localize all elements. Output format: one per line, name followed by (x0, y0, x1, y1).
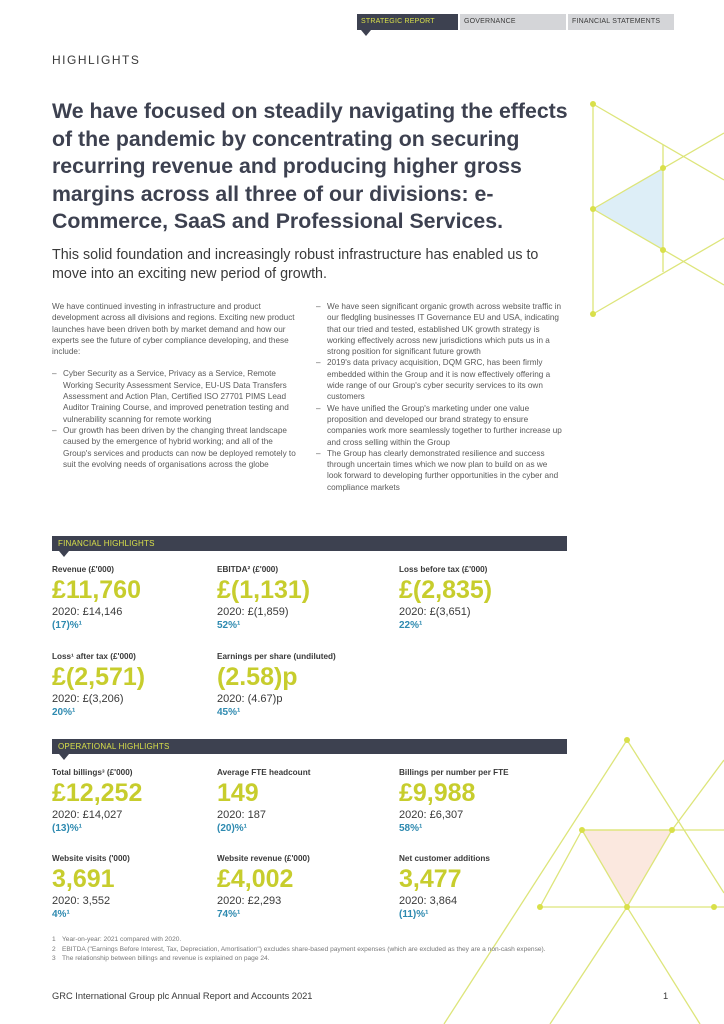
metric-total-billings (52, 768, 222, 835)
metric-label: Loss¹ after tax (£'000) (52, 652, 136, 661)
intro-paragraph: We have continued investing in infrastructure and product development across all divisions and regions. Exciting new product launches have been driven both by market demand and how our experts see the future of cyber compliance developing, and these include: (52, 302, 295, 357)
operational-highlights-bar (52, 739, 567, 754)
list-item: – 2019's data privacy acquisition, DQM GRC, has been firmly embedded within the Group and it is now effectively offering a wide range of our Group's cyber security services to its own customers (316, 357, 564, 402)
metric-change: 45%¹ (217, 707, 241, 718)
metric-prior: 2020: £6,307 (399, 809, 464, 821)
page-subhead: This solid foundation and increasingly robust infrastructure has enabled us to move into an exciting new period of growth. (52, 247, 539, 282)
metric-value: £11,760 (52, 576, 141, 604)
footnote-number: 3 (52, 955, 56, 962)
metric-change: 74%¹ (217, 909, 241, 920)
tab-financial-statements[interactable]: FINANCIAL STATEMENTS (568, 14, 674, 30)
metric-value: 149 (217, 779, 259, 807)
metric-billings-per-fte (399, 768, 569, 835)
body-column-left (52, 301, 302, 470)
footer-report-title: GRC International Group plc Annual Report and Accounts 2021 (52, 991, 313, 1001)
section-nav (357, 14, 674, 30)
page-headline: We have focused on steadily navigating the effects of the pandemic by concentrating on securing recurring revenue and producing higher gross margins across all three of our divisions: e-Commerce, SaaS and Professional Services. (52, 99, 568, 233)
metric-value: £9,988 (399, 779, 476, 807)
section-title: HIGHLIGHTS (52, 53, 141, 67)
metric-fte-headcount (217, 768, 387, 835)
footnote-number: 2 (52, 945, 56, 953)
metric-change: 4%¹ (52, 909, 70, 920)
metric-loss-before-tax (399, 565, 569, 632)
metric-prior: 2020: 187 (217, 809, 266, 821)
metric-prior: 2020: £14,146 (52, 606, 123, 618)
footnote (52, 954, 562, 964)
metric-prior: 2020: 3,552 (52, 895, 111, 907)
footnote-text: EBITDA ("Earnings Before Interest, Tax, Depreciation, Amortisation") excludes share-based payment expenses (which are excluded as they are a non-cash expense). (62, 945, 546, 953)
metric-label: Website revenue (£'000) (217, 854, 310, 863)
metric-prior: 2020: (4.67)p (217, 693, 283, 705)
list-item: – Our growth has been driven by the changing threat landscape caused by the emergence of hybrid working; and all of the Group's services and products can now be deployed remotely to suit the evolving needs of organisations across the globe (52, 425, 302, 470)
metric-label: Billings per number per FTE (399, 768, 509, 777)
metric-label: Total billings³ (£'000) (52, 768, 133, 777)
metric-label: Website visits ('000) (52, 854, 130, 863)
list-item: – We have unified the Group's marketing under one value proposition and developed our brand strategy to ensure companies work more seamlessly together to further increase up and cross selling within the Group (316, 403, 564, 448)
list-item: – Cyber Security as a Service, Privacy as a Service, Remote Working Security Assessment Service, EU-US Data Transfers Assessment and Action Plan, Certified ISO 27701 PIMS Lead Auditor Training Course, and improved penetration testing and vulnerability scanning for remote working (52, 368, 302, 424)
metric-label: Loss before tax (£'000) (399, 565, 488, 574)
list-item: – The Group has clearly demonstrated resilience and success through uncertain times which we now plan to build on as we look forward to developing further opportunities in the cyber and compliance markets (316, 448, 564, 493)
financial-highlights-bar (52, 536, 567, 551)
metric-value: £(2,571) (52, 663, 146, 691)
tab-strategic-report[interactable]: STRATEGIC REPORT (357, 14, 458, 30)
metric-label: Net customer additions (399, 854, 490, 863)
metric-website-revenue (217, 854, 387, 921)
metric-label: Earnings per share (undiluted) (217, 652, 336, 661)
metric-value: 3,691 (52, 865, 115, 893)
metric-label: Average FTE headcount (217, 768, 311, 777)
metric-value: £4,002 (217, 865, 294, 893)
metric-ebitda (217, 565, 387, 632)
metric-prior: 2020: £(1,859) (217, 606, 289, 618)
footnote (52, 935, 562, 945)
metric-prior: 2020: £(3,651) (399, 606, 471, 618)
metric-eps (217, 652, 387, 719)
metric-value: £(2,835) (399, 576, 493, 604)
footnote-text: The relationship between billings and revenue is explained on page 24. (62, 955, 270, 962)
metric-value: 3,477 (399, 865, 462, 893)
metric-change: 20%¹ (52, 707, 76, 718)
metric-revenue (52, 565, 222, 632)
metric-prior: 2020: 3,864 (399, 895, 458, 907)
metric-change: 22%¹ (399, 620, 423, 631)
footnote-number: 1 (52, 936, 56, 943)
metric-change: (17)%¹ (52, 620, 83, 631)
metric-change: (11)%¹ (399, 909, 429, 920)
metric-change: (20)%¹ (217, 823, 248, 834)
metric-prior: 2020: £(3,206) (52, 693, 124, 705)
metric-change: 58%¹ (399, 823, 423, 834)
metric-change: 52%¹ (217, 620, 241, 631)
metric-prior: 2020: £2,293 (217, 895, 282, 907)
metric-value: £12,252 (52, 779, 143, 807)
footnote (52, 945, 562, 955)
metric-value: £(1,131) (217, 576, 311, 604)
metric-label: EBITDA² (£'000) (217, 565, 279, 574)
metric-website-visits (52, 854, 222, 921)
metric-net-customer-additions (399, 854, 569, 921)
financial-highlights-title: FINANCIAL HIGHLIGHTS (58, 539, 155, 548)
metric-change: (13)%¹ (52, 823, 83, 834)
operational-highlights-title: OPERATIONAL HIGHLIGHTS (58, 742, 170, 751)
metric-value: (2.58)p (217, 663, 298, 691)
page-number: 1 (663, 991, 669, 1001)
list-item: – We have seen significant organic growth across website traffic in our fledgling businesses IT Governance EU and USA, indicating that our tried and tested, established UK growth strategy is working effectively across new jurisdictions which puts us in a strong position for significant future growth (316, 301, 564, 357)
tab-governance[interactable]: GOVERNANCE (460, 14, 566, 30)
body-column-right (316, 301, 564, 493)
footnotes (52, 935, 562, 964)
footnote-text: Year-on-year: 2021 compared with 2020. (62, 936, 182, 943)
metric-label: Revenue (£'000) (52, 565, 115, 574)
metric-loss-after-tax (52, 652, 222, 719)
metric-prior: 2020: £14,027 (52, 809, 123, 821)
